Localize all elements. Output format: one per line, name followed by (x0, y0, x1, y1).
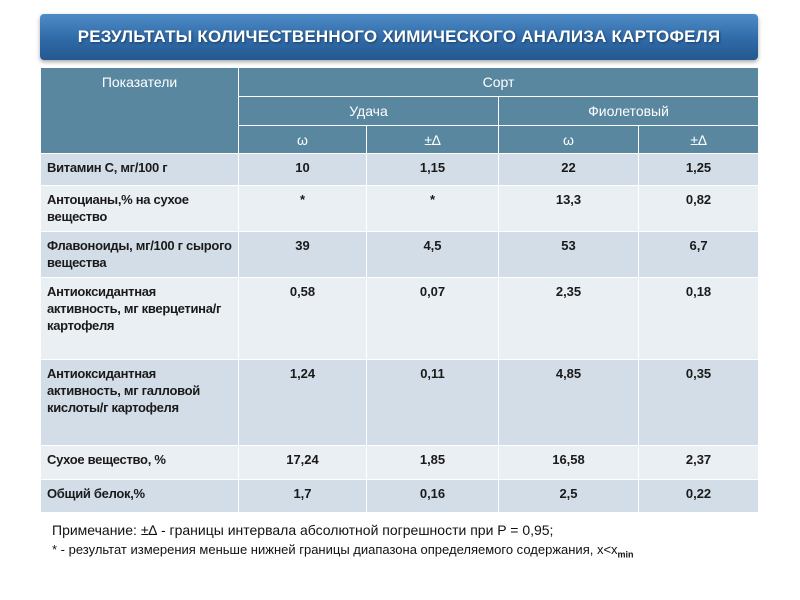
table-cell: 1,7 (239, 480, 367, 513)
header-variety-udacha: Удача (239, 97, 499, 126)
subheader-delta-1: ±∆ (367, 126, 499, 154)
table-cell: 0,07 (367, 278, 499, 360)
table-cell: 53 (499, 232, 639, 278)
table-cell: 1,25 (639, 154, 759, 186)
table-cell: 10 (239, 154, 367, 186)
table-cell: * (239, 186, 367, 232)
table-cell: 22 (499, 154, 639, 186)
table-row (41, 446, 759, 480)
table-cell: 4,5 (367, 232, 499, 278)
footnote-line-2-text: * - результат измерения меньше нижней границы диапазона определяемого содержания, x<x (52, 542, 618, 557)
table-row (41, 186, 759, 232)
table-cell: 6,7 (639, 232, 759, 278)
row-label: Антоцианы,% на сухое вещество (41, 186, 239, 232)
table-cell: 0,18 (639, 278, 759, 360)
table-row (41, 360, 759, 446)
page-title: РЕЗУЛЬТАТЫ КОЛИЧЕСТВЕННОГО ХИМИЧЕСКОГО АНАЛИЗА КАРТОФЕЛЯ (77, 27, 721, 46)
analysis-table (40, 67, 759, 513)
header-variety-fioletovy: Фиолетовый (499, 97, 759, 126)
table-cell: 2,37 (639, 446, 759, 480)
table-cell: 1,85 (367, 446, 499, 480)
row-label: Флавоноиды, мг/100 г сырого вещества (41, 232, 239, 278)
table-cell: 0,22 (639, 480, 759, 513)
subheader-omega-2: ω (499, 126, 639, 154)
table-cell: 2,35 (499, 278, 639, 360)
row-label: Антиоксидантная активность, мг галловой кислоты/г картофеля (41, 360, 239, 446)
row-label: Общий белок,% (41, 480, 239, 513)
footnote-subscript: min (617, 549, 634, 560)
header-variety: Сорт (239, 68, 759, 97)
table-cell: 2,5 (499, 480, 639, 513)
table-row (41, 278, 759, 360)
row-label: Витамин С, мг/100 г (41, 154, 239, 186)
subheader-omega-1: ω (239, 126, 367, 154)
table-row (41, 154, 759, 186)
table-cell: 1,15 (367, 154, 499, 186)
table-cell: 0,16 (367, 480, 499, 513)
footnote (52, 521, 772, 565)
table-cell: 0,35 (639, 360, 759, 446)
table-cell: * (367, 186, 499, 232)
table-cell: 0,58 (239, 278, 367, 360)
table-row (41, 232, 759, 278)
header-indicators: Показатели (41, 68, 239, 154)
table-cell: 1,24 (239, 360, 367, 446)
subheader-delta-2: ±∆ (639, 126, 759, 154)
table-cell: 13,3 (499, 186, 639, 232)
row-label: Антиоксидантная активность, мг кверцетина/г картофеля (41, 278, 239, 360)
table-row (41, 480, 759, 513)
table-cell: 17,24 (239, 446, 367, 480)
table-cell: 0,11 (367, 360, 499, 446)
table-cell: 16,58 (499, 446, 639, 480)
footnote-line-1: Примечание: ±∆ - границы интервала абсолютной погрешности при P = 0,95; (52, 522, 554, 538)
title-banner (40, 14, 758, 60)
table-cell: 4,85 (499, 360, 639, 446)
table-cell: 39 (239, 232, 367, 278)
table-cell: 0,82 (639, 186, 759, 232)
row-label: Сухое вещество, % (41, 446, 239, 480)
footnote-line-2 (52, 540, 772, 565)
